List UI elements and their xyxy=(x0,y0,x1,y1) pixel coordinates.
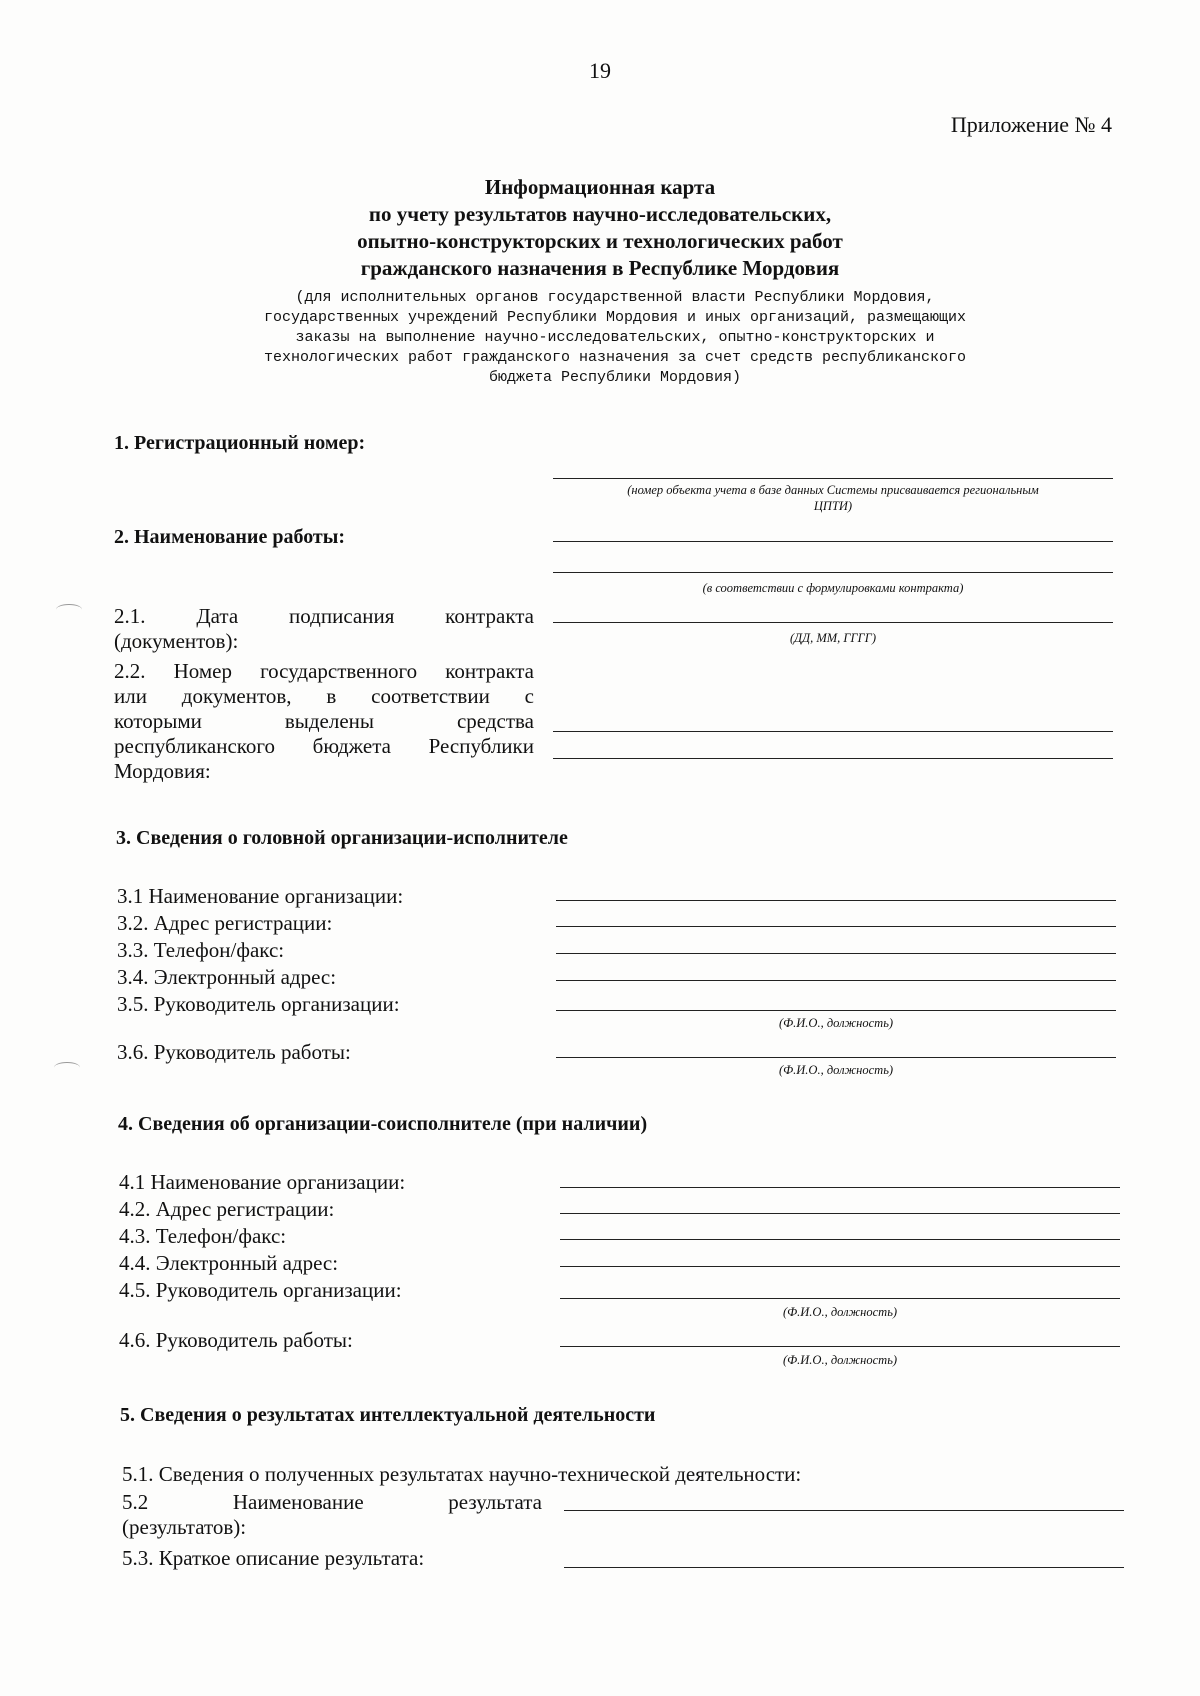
item-4-3-label: 4.3. Телефон/факс: xyxy=(119,1224,287,1248)
item-4-1-field[interactable] xyxy=(560,1187,1120,1188)
margin-mark xyxy=(56,604,82,615)
item-4-4-field[interactable] xyxy=(560,1266,1120,1267)
work-name-field-line-2[interactable] xyxy=(553,572,1113,573)
title-line: опытно-конструкторских и технологических работ xyxy=(357,229,843,253)
label-line: республиканского бюджета Республики xyxy=(114,734,534,758)
label-line: которыми выделены средства xyxy=(114,709,534,733)
result-name-field[interactable] xyxy=(564,1510,1124,1511)
subtitle-line: бюджета Республики Мордовия) xyxy=(488,369,742,386)
item-5-3-label: 5.3. Краткое описание результата: xyxy=(122,1546,425,1570)
label-line: 2.1. Дата подписания контракта xyxy=(114,604,534,628)
registration-number-field[interactable] xyxy=(553,478,1113,479)
item-3-3-field[interactable] xyxy=(556,953,1116,954)
title-line: по учету результатов научно-исследовательских, xyxy=(368,202,832,226)
item-4-2-label: 4.2. Адрес регистрации: xyxy=(119,1197,335,1221)
item-3-4-label: 3.4. Электронный адрес: xyxy=(117,965,337,989)
item-3-4-field[interactable] xyxy=(556,980,1116,981)
subtitle-line: (для исполнительных органов государственной власти Республики Мордовия, xyxy=(295,289,935,306)
item-5-1-label: 5.1. Сведения о полученных результатах научно-технической деятельности: xyxy=(122,1462,802,1486)
page-number: 19 xyxy=(589,58,611,83)
item-3-1-field[interactable] xyxy=(556,900,1116,901)
label-line: 5.2 Наименование результата xyxy=(122,1490,542,1514)
title-line: гражданского назначения в Республике Мордовия xyxy=(360,256,840,280)
label-line: (документов): xyxy=(114,629,239,653)
item-4-5-label: 4.5. Руководитель организации: xyxy=(119,1278,402,1302)
item-3-5-hint: (Ф.И.О., должность) xyxy=(778,1016,894,1030)
item-3-5-label: 3.5. Руководитель организации: xyxy=(117,992,400,1016)
hint-line: ЦПТИ) xyxy=(813,499,853,513)
contract-number-field-line-1[interactable] xyxy=(553,731,1113,732)
subtitle-line: заказы на выполнение научно-исследовательских, опытно-конструкторских и xyxy=(295,329,935,346)
hint-line: (номер объекта учета в базе данных Системы присваивается региональным xyxy=(627,483,1039,497)
title-line: Информационная карта xyxy=(484,175,716,199)
contract-date-field[interactable] xyxy=(553,622,1113,623)
section-2-heading: 2. Наименование работы: xyxy=(114,526,346,548)
section-4-heading: 4. Сведения об организации-соисполнителе (при наличии) xyxy=(118,1113,648,1135)
item-3-5-field[interactable] xyxy=(556,1010,1116,1011)
section-3-heading: 3. Сведения о головной организации-исполнителе xyxy=(116,827,568,849)
label-line: Мордовия: xyxy=(114,759,211,783)
work-name-field-line-1[interactable] xyxy=(553,541,1113,542)
document-title xyxy=(0,174,1200,282)
subtitle-line: технологических работ гражданского назначения за счет средств республиканского xyxy=(263,349,967,366)
item-4-5-hint: (Ф.И.О., должность) xyxy=(782,1305,898,1319)
item-2-2-label xyxy=(114,659,534,784)
section-1-heading: 1. Регистрационный номер: xyxy=(114,432,366,454)
item-4-3-field[interactable] xyxy=(560,1239,1120,1240)
registration-number-hint xyxy=(553,482,1113,514)
section-5-heading: 5. Сведения о результатах интеллектуальной деятельности xyxy=(120,1404,656,1426)
item-4-6-field[interactable] xyxy=(560,1346,1120,1347)
item-4-5-field[interactable] xyxy=(560,1298,1120,1299)
contract-date-hint: (ДД, ММ, ГГГГ) xyxy=(790,631,876,645)
item-4-1-label: 4.1 Наименование организации: xyxy=(119,1170,406,1194)
contract-number-field-line-2[interactable] xyxy=(553,758,1113,759)
appendix-label: Приложение № 4 xyxy=(950,112,1112,137)
item-5-2-label xyxy=(122,1490,542,1540)
item-3-6-hint: (Ф.И.О., должность) xyxy=(778,1063,894,1077)
item-3-3-label: 3.3. Телефон/факс: xyxy=(117,938,285,962)
item-4-6-label: 4.6. Руководитель работы: xyxy=(119,1328,353,1352)
item-2-1-label xyxy=(114,604,534,654)
item-3-6-label: 3.6. Руководитель работы: xyxy=(117,1040,351,1064)
item-3-2-field[interactable] xyxy=(556,926,1116,927)
result-description-field[interactable] xyxy=(564,1567,1124,1568)
document-subtitle xyxy=(120,288,1110,388)
label-line: (результатов): xyxy=(122,1515,247,1539)
subtitle-line: государственных учреждений Республики Мордовия и иных организаций, размещающих xyxy=(263,309,967,326)
item-3-2-label: 3.2. Адрес регистрации: xyxy=(117,911,333,935)
margin-mark xyxy=(54,1062,80,1073)
item-3-6-field[interactable] xyxy=(556,1057,1116,1058)
work-name-hint: (в соответствии с формулировками контракта) xyxy=(702,581,964,595)
label-line: 2.2. Номер государственного контракта xyxy=(114,659,534,683)
item-4-2-field[interactable] xyxy=(560,1213,1120,1214)
item-4-4-label: 4.4. Электронный адрес: xyxy=(119,1251,339,1275)
item-4-6-hint: (Ф.И.О., должность) xyxy=(782,1353,898,1367)
item-3-1-label: 3.1 Наименование организации: xyxy=(117,884,404,908)
label-line: или документов, в соответствии с xyxy=(114,684,534,708)
